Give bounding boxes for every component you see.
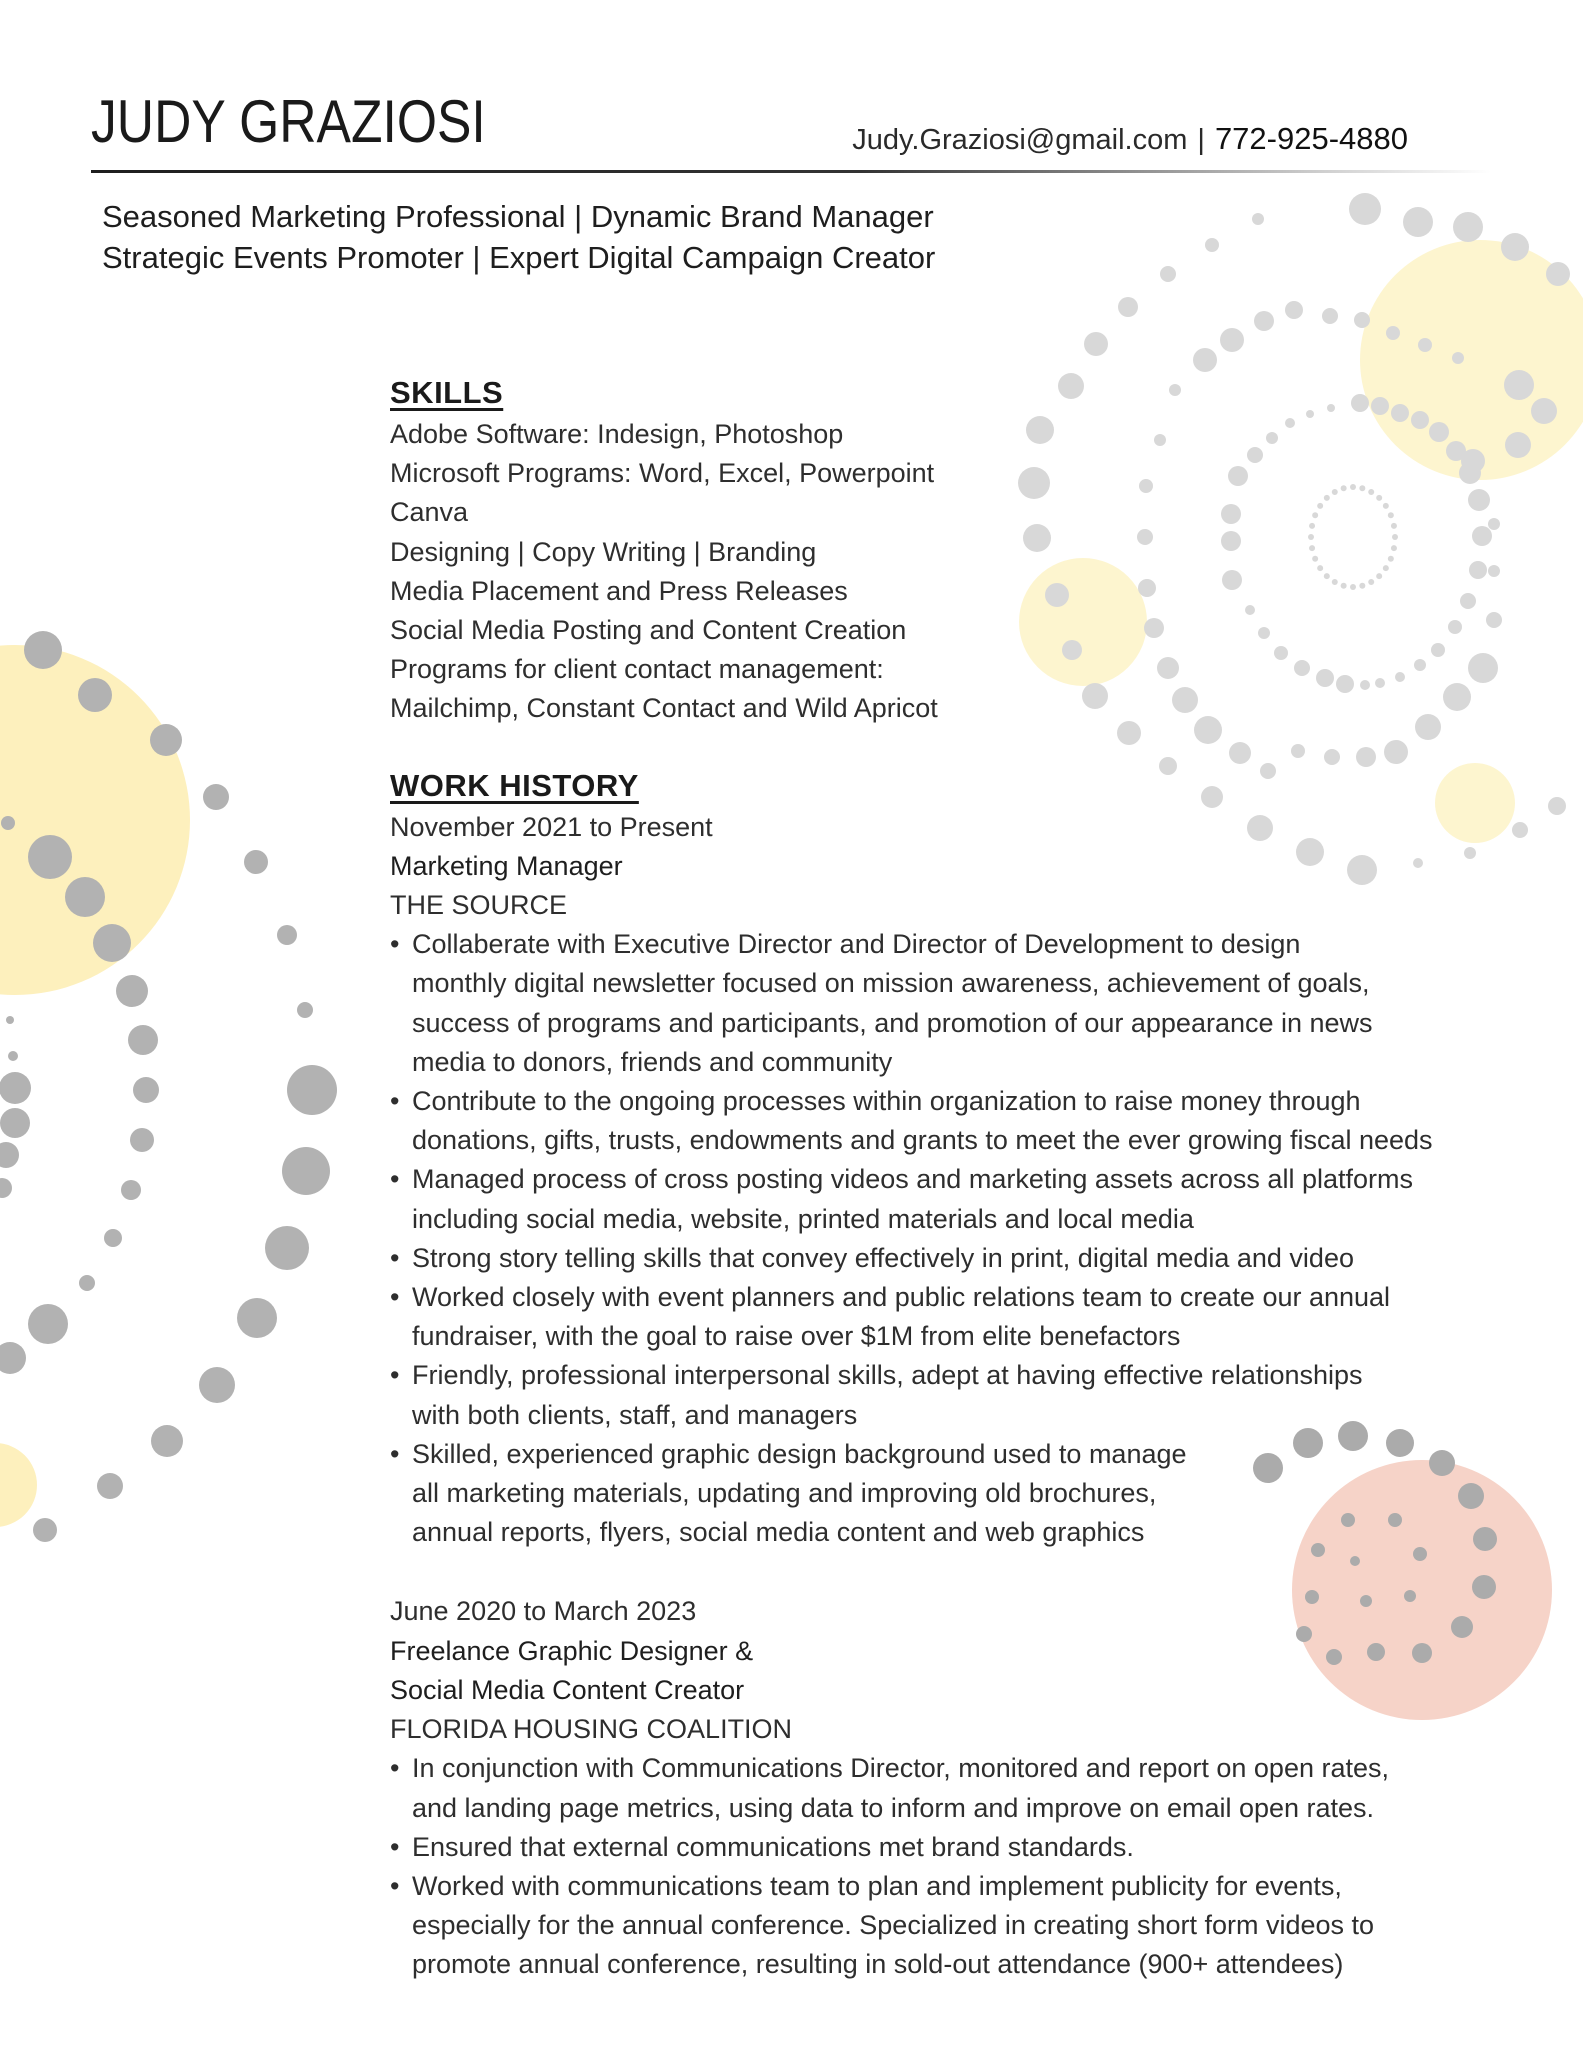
- bullet-item: [390, 925, 1520, 1082]
- tagline: [102, 196, 935, 278]
- decorative-dot: [151, 1425, 183, 1457]
- decorative-dot: [6, 1016, 14, 1024]
- decorative-dot: [1193, 348, 1217, 372]
- job-entry: [390, 1592, 1520, 1984]
- contact-info: [852, 121, 1408, 157]
- decorative-dot: [199, 1367, 235, 1403]
- bullet-line: and landing page metrics, using data to inform and improve on email open rates.: [412, 1792, 1375, 1823]
- decorative-dot: [121, 1180, 141, 1200]
- email-link[interactable]: Judy.Graziosi@gmail.com: [852, 124, 1188, 156]
- bullet-line: success of programs and participants, and promotion of our appearance in news: [412, 1007, 1373, 1038]
- tagline-line: Seasoned Marketing Professional | Dynamic Brand Manager: [102, 199, 934, 234]
- job-bullets: [390, 1749, 1520, 1984]
- job-title: Social Media Content Creator: [390, 1674, 745, 1705]
- bullet-line: • Strong story telling skills that convey effectively in print, digital media and video: [412, 1242, 1354, 1273]
- job-dates: June 2020 to March 2023: [390, 1596, 697, 1627]
- decorative-dot: [1220, 328, 1244, 352]
- bullet-item: [390, 1749, 1520, 1827]
- skill-item: Adobe Software: Indesign, Photoshop: [390, 419, 844, 449]
- decorative-dot: [1354, 312, 1370, 328]
- skill-item: Programs for client contact management:: [390, 654, 884, 685]
- decorative-dot: [0, 1342, 26, 1374]
- decorative-dot: [79, 1275, 95, 1291]
- decorative-dot: [237, 1298, 277, 1338]
- decorative-dot: [0, 1178, 12, 1198]
- job-bullets: [390, 925, 1520, 1552]
- skill-item: Mailchimp, Constant Contact and Wild Apricot: [390, 693, 938, 724]
- bullet-line: • Worked closely with event planners and public relations team to create our annual: [412, 1282, 1391, 1313]
- decorative-dot: [1, 816, 15, 830]
- bullet-item: [390, 1239, 1520, 1278]
- skill-item: Designing | Copy Writing | Branding: [390, 536, 817, 567]
- decorative-dot: [244, 850, 268, 874]
- skill-item: Media Placement and Press Releases: [390, 575, 848, 606]
- decorative-dot: [150, 724, 182, 756]
- contact-separator: |: [1197, 124, 1205, 156]
- decorative-dot: [1501, 233, 1529, 261]
- decorative-dot: [1349, 193, 1381, 225]
- decorative-dot: [1118, 297, 1138, 317]
- bullet-line: • Worked with communications team to plan and implement publicity for events,: [412, 1870, 1342, 1901]
- applicant-name: JUDY GRAZIOSI: [91, 88, 486, 155]
- decorative-dot: [203, 784, 229, 810]
- header-rule: [91, 170, 1491, 173]
- decorative-dot: [97, 1473, 123, 1499]
- bullet-line: • Friendly, professional interpersonal skills, adept at having effective relationships: [412, 1360, 1363, 1391]
- bullet-line: especially for the annual conference. Specialized in creating short form videos to: [412, 1910, 1375, 1941]
- decorative-dot: [93, 924, 131, 962]
- resume-body: [390, 370, 1520, 1985]
- decorative-dot: [277, 925, 297, 945]
- decorative-dot: [133, 1077, 159, 1103]
- job-title: Marketing Manager: [390, 850, 623, 881]
- bullet-item: [390, 1435, 1520, 1553]
- bullet-line: media to donors, friends and community: [412, 1046, 893, 1077]
- job-entry: [390, 808, 1520, 1553]
- bullet-line: • Managed process of cross posting videos and marketing assets across all platforms: [412, 1164, 1413, 1195]
- job-company: THE SOURCE: [390, 890, 568, 921]
- decorative-dot: [1531, 398, 1557, 424]
- job-company: FLORIDA HOUSING COALITION: [390, 1714, 793, 1745]
- decorative-dot: [1254, 311, 1274, 331]
- decorative-dot: [1548, 797, 1566, 815]
- decorative-dot: [1452, 352, 1464, 364]
- decorative-dot: [104, 1229, 122, 1247]
- bullet-line: • Ensured that external communications met brand standards.: [412, 1831, 1134, 1862]
- bullet-line: • Collaberate with Executive Director and Director of Development to design: [412, 929, 1301, 960]
- skill-item: Microsoft Programs: Word, Excel, Powerpoint: [390, 458, 935, 489]
- decorative-dot: [287, 1065, 337, 1115]
- bullet-line: • Contribute to the ongoing processes within organization to raise money through: [412, 1086, 1361, 1117]
- bullet-item: [390, 1160, 1520, 1238]
- job-title: Freelance Graphic Designer &: [390, 1635, 754, 1666]
- phone-number[interactable]: 772-925-4880: [1214, 121, 1408, 156]
- decorative-dot: [265, 1226, 309, 1270]
- bullet-line: annual reports, flyers, social media content and web graphics: [412, 1517, 1145, 1548]
- decorative-dot: [1322, 308, 1338, 324]
- bullet-item: [390, 1278, 1520, 1356]
- skill-item: Canva: [390, 497, 469, 528]
- decorative-dot: [1386, 326, 1400, 340]
- decorative-dot: [1252, 213, 1264, 225]
- decorative-dot: [8, 1051, 18, 1061]
- decorative-dot: [28, 1304, 68, 1344]
- bullet-item: [390, 1356, 1520, 1434]
- decorative-dot: [1403, 207, 1433, 237]
- decorative-dot: [78, 678, 112, 712]
- bullet-item: [390, 1082, 1520, 1160]
- decorative-dot: [28, 835, 72, 879]
- job-dates: November 2021 to Present: [390, 811, 713, 842]
- bullet-line: fundraiser, with the goal to raise over $1M from elite benefactors: [412, 1321, 1181, 1352]
- bullet-line: with both clients, staff, and managers: [412, 1399, 858, 1430]
- decorative-dot: [33, 1518, 57, 1542]
- decorative-dot: [65, 877, 105, 917]
- bullet-line: • In conjunction with Communications Director, monitored and report on open rates,: [412, 1753, 1390, 1784]
- bullet-line: • Skilled, experienced graphic design background used to manage: [412, 1438, 1187, 1469]
- decorative-dot: [1285, 301, 1303, 319]
- decorative-dot: [1453, 212, 1483, 242]
- bullet-item: [390, 1867, 1520, 1985]
- yellow-circle-left-bottom: [0, 1443, 37, 1527]
- decorative-dot: [1546, 262, 1570, 286]
- decorative-dot: [0, 1072, 31, 1104]
- decorative-dot: [130, 1128, 154, 1152]
- bullet-item: [390, 1828, 1520, 1867]
- decorative-dot: [1418, 338, 1432, 352]
- decorative-dot: [0, 1108, 30, 1138]
- skill-item: Social Media Posting and Content Creation: [390, 615, 907, 646]
- decorative-dot: [116, 975, 148, 1007]
- skills-list: [390, 415, 1520, 729]
- decorative-dot: [282, 1147, 330, 1195]
- skills-heading: SKILLS: [390, 375, 504, 410]
- bullet-line: donations, gifts, trusts, endowments and grants to meet the ever growing fiscal needs: [412, 1125, 1433, 1156]
- tagline-line: Strategic Events Promoter | Expert Digital Campaign Creator: [102, 240, 936, 275]
- decorative-dot: [1205, 238, 1219, 252]
- decorative-dot: [128, 1025, 158, 1055]
- bullet-line: all marketing materials, updating and improving old brochures,: [412, 1478, 1157, 1509]
- bullet-line: including social media, website, printed materials and local media: [412, 1203, 1194, 1234]
- decorative-dot: [297, 1002, 313, 1018]
- bullet-line: monthly digital newsletter focused on mission awareness, achievement of goals,: [412, 968, 1370, 999]
- decorative-dot: [0, 1142, 19, 1168]
- decorative-dot: [1160, 266, 1176, 282]
- decorative-dot: [24, 631, 62, 669]
- work-history-heading: WORK HISTORY: [390, 767, 639, 803]
- bullet-line: promote annual conference, resulting in sold-out attendance (900+ attendees): [412, 1949, 1344, 1980]
- decorative-dot: [1084, 332, 1108, 356]
